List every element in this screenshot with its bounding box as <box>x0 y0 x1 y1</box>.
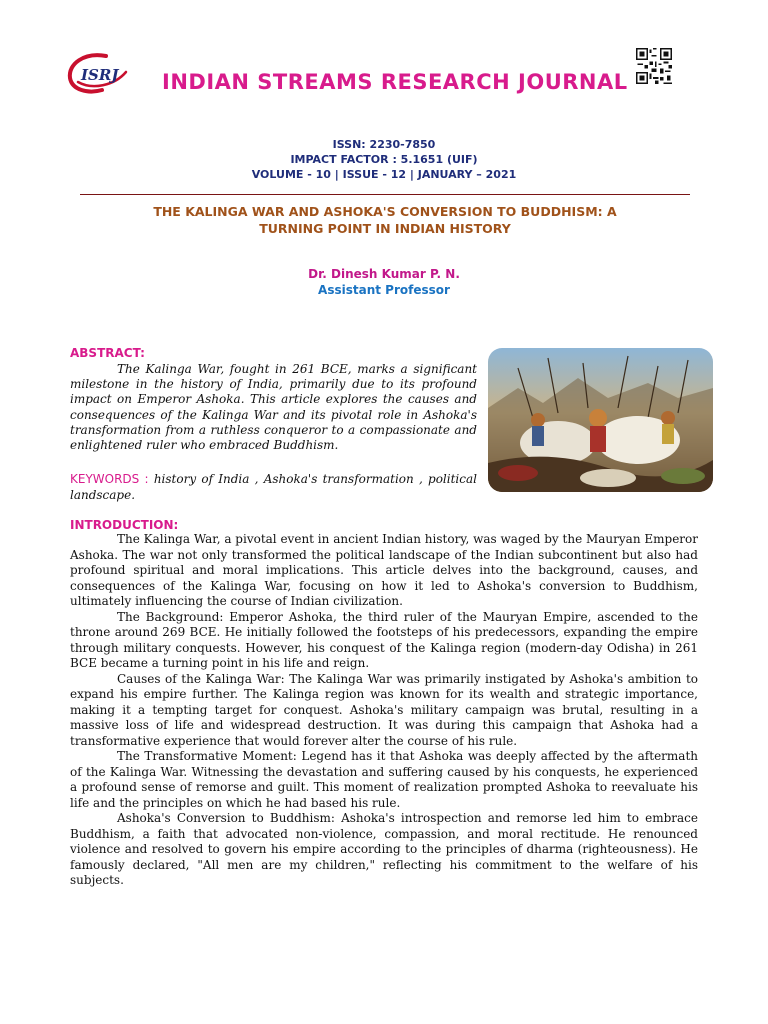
header-divider <box>80 194 690 195</box>
author-name: Dr. Dinesh Kumar P. N. <box>308 267 460 281</box>
issn: ISSN: 2230-7850 <box>332 138 436 151</box>
keywords-label: KEYWORDS : <box>70 472 149 486</box>
author-affiliation: Assistant Professor <box>318 283 450 297</box>
journal-title: INDIAN STREAMS RESEARCH JOURNAL <box>162 70 628 94</box>
abstract-body: The Kalinga War, fought in 261 BCE, marks a significant milestone in the history of India, primarily due to its profound impact on Emperor Ashoka. This article explores the causes and consequences of the Kalinga War and its pivotal role in Ashoka's transformation from a ruthless conqueror to a compassionate and enlightened ruler who embraced Buddhism. <box>70 362 477 453</box>
introduction-body <box>70 532 698 889</box>
intro-paragraph: Causes of the Kalinga War: The Kalinga War was primarily instigated by Ashoka's ambition to expand his empire further. The Kalinga region was known for its wealth and strategic importance, making it a tempting target for conquest. Ashoka's military campaign was brutal, resulting in a massive loss of life and widespread destruction. It was during this campaign that Ashoka had a transformative experience that would forever alter the course of his rule. <box>70 671 698 748</box>
volume-issue: VOLUME - 10 | ISSUE - 12 | JANUARY – 2021 <box>251 168 517 181</box>
intro-paragraph: The Background: Emperor Ashoka, the third ruler of the Mauryan Empire, ascended to the throne around 269 BCE. He initially followed the footsteps of his predecessors, expanding the empire through military conquests. However, his conquest of the Kalinga region (modern-day Odisha) in 261 BCE became a turning point in his life and reign. <box>70 609 698 670</box>
logo-text: ISRJ <box>81 66 119 84</box>
intro-paragraph: Ashoka's Conversion to Buddhism: Ashoka's introspection and remorse led him to embrace Buddhism, a faith that advocated non-violence, compassion, and moral rectitude. He renounced violence and resolved to govern his empire according to the principles of dharma (righteousness). He famously declared, "All men are my children," reflecting his commitment to the welfare of his subjects. <box>70 811 698 887</box>
isrj-logo-icon <box>66 50 130 96</box>
intro-paragraph: The Kalinga War, a pivotal event in ancient Indian history, was waged by the Mauryan Emperor Ashoka. The war not only transformed the political landscape of the Indian subcontinent but also had profound spiritual and moral implications. This article delves into the background, causes, and consequences of the Kalinga War, focusing on how it led to Ashoka's conversion to Buddhism, ultimately influencing the course of Indian civilization. <box>70 532 698 608</box>
intro-paragraph: The Transformative Moment: Legend has it that Ashoka was deeply affected by the aftermath of the Kalinga War. Witnessing the devastation and suffering caused by his conquests, he experienced a profound sense of remorse and guilt. This moment of realization prompted Ashoka to reevaluate his life and the principles on which he had based his rule. <box>70 749 698 810</box>
impact-factor: IMPACT FACTOR : 5.1651 (UIF) <box>290 153 478 166</box>
introduction-heading: INTRODUCTION: <box>70 518 179 532</box>
keywords <box>70 471 477 503</box>
battle-painting-image <box>488 348 713 492</box>
abstract-heading: ABSTRACT: <box>70 346 145 360</box>
qr-code-icon <box>636 48 672 84</box>
paper-title: THE KALINGA WAR AND ASHOKA'S CONVERSION TO BUDDHISM: A TURNING POINT IN INDIAN HISTORY <box>153 204 617 236</box>
keywords-value: history of India , Ashoka's transformation , political landscape. <box>70 472 477 502</box>
